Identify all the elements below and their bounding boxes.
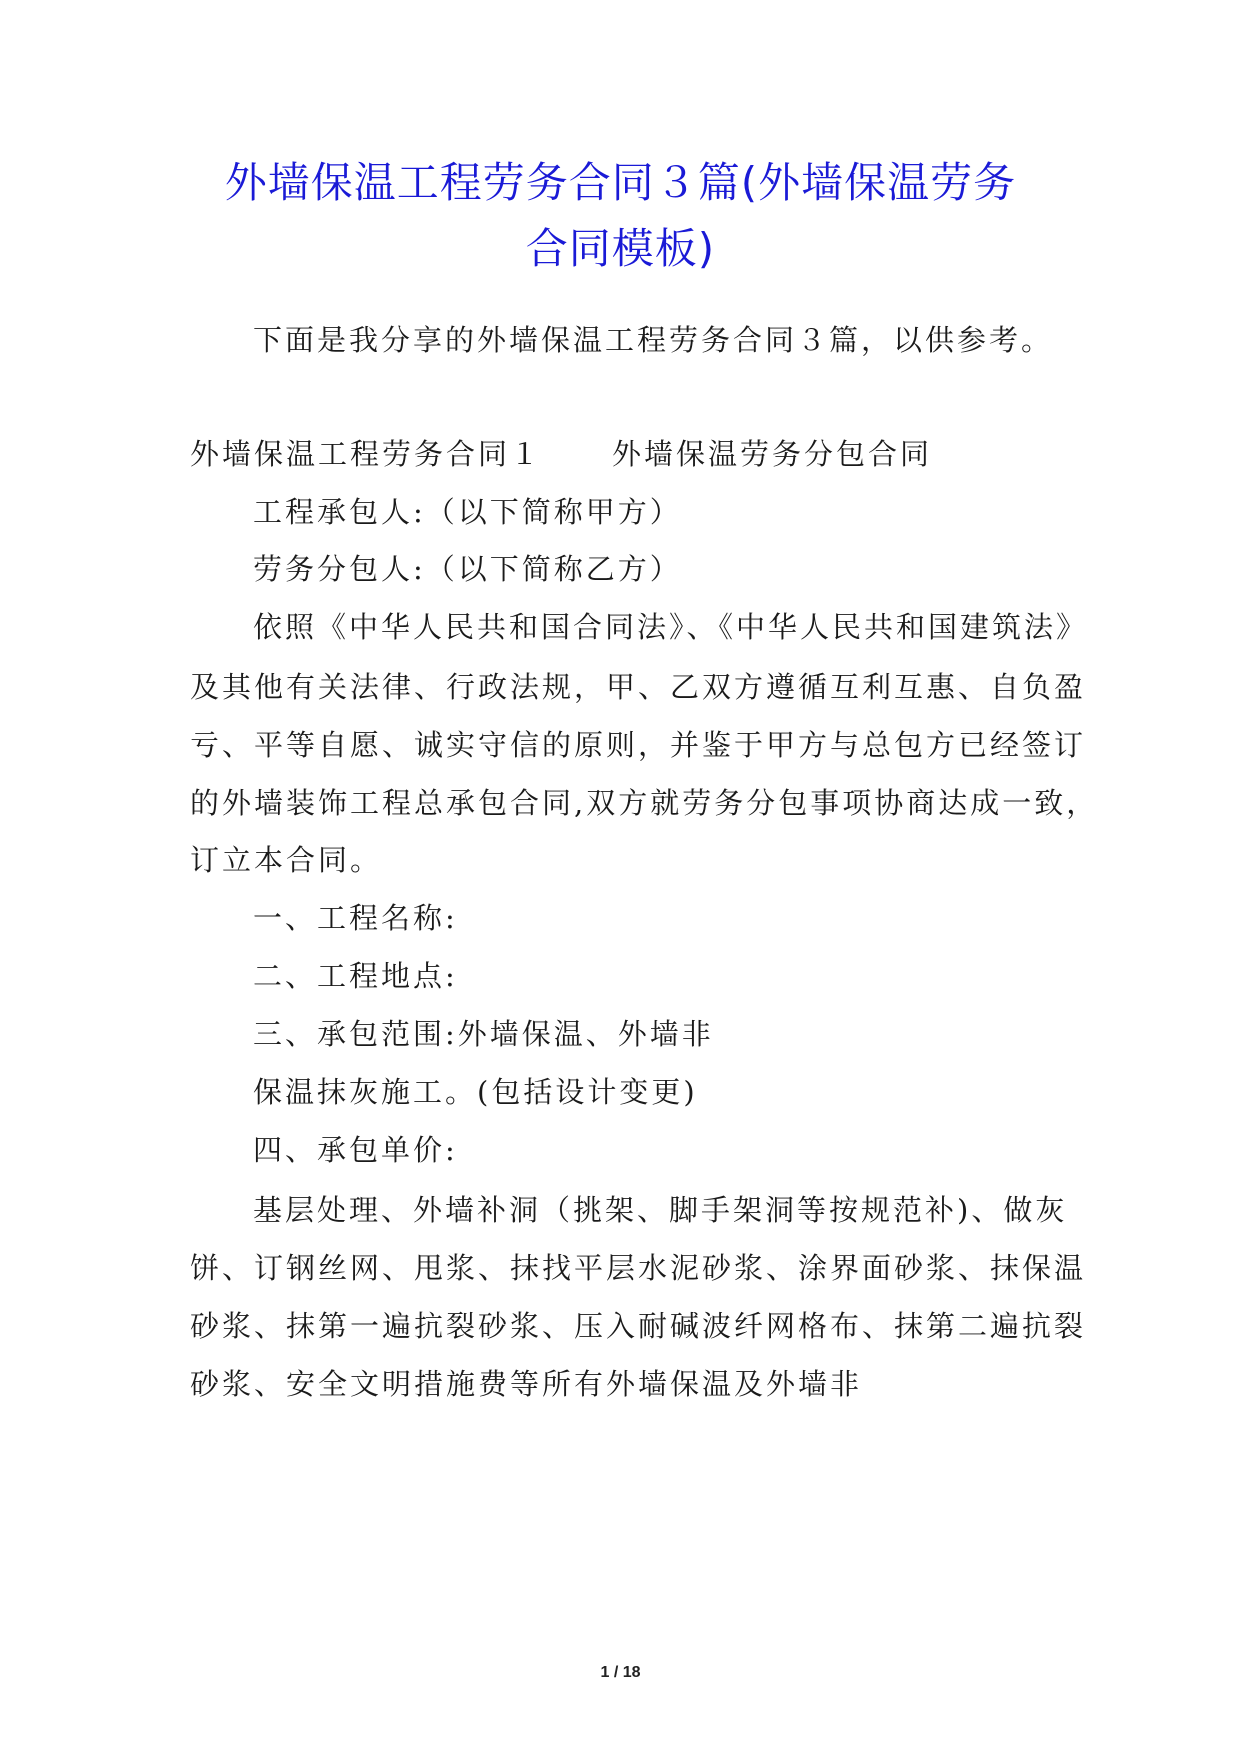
basis-line-3: 亏、平等自愿、诚实守信的原则，并鉴于甲方与总包方已经签订 [190, 728, 1087, 762]
basis-line-5: 订立本合同。 [190, 843, 383, 877]
price-line-1: 基层处理、外墙补洞（挑架、脚手架洞等按规范补)、做灰 [253, 1193, 1068, 1227]
section-heading-left: 外墙保温工程劳务合同１ [190, 437, 543, 471]
item-unit-price: 四、承包单价: [253, 1133, 458, 1167]
item-project-name: 一、工程名称: [253, 901, 458, 935]
party-b-line: 劳务分包人:（以下简称乙方） [253, 552, 682, 586]
basis-line-2: 及其他有关法律、行政法规，甲、乙双方遵循互利互惠、自负盈 [190, 670, 1087, 704]
title-line-1: 外墙保温工程劳务合同３篇(外墙保温劳务 [224, 158, 1017, 207]
price-line-2: 饼、订钢丝网、甩浆、抹找平层水泥砂浆、涂界面砂浆、抹保温 [190, 1251, 1087, 1285]
item-scope-continued: 保温抹灰施工。(包括设计变更) [253, 1075, 698, 1109]
item-scope: 三、承包范围:外墙保温、外墙非 [253, 1017, 714, 1051]
page-indicator: 1 / 18 [600, 1664, 641, 1681]
title-line-2: 合同模板) [525, 224, 716, 273]
section-heading-right: 外墙保温劳务分包合同 [612, 437, 933, 471]
price-line-3: 砂浆、抹第一遍抗裂砂浆、压入耐碱波纤网格布、抹第二遍抗裂 [190, 1309, 1087, 1343]
party-a-line: 工程承包人:（以下简称甲方） [253, 495, 682, 529]
intro-paragraph: 下面是我分享的外墙保温工程劳务合同３篇，以供参考。 [253, 323, 1054, 357]
basis-line-4: 的外墙装饰工程总承包合同,双方就劳务分包事项协商达成一致， [190, 786, 1099, 820]
price-line-4: 砂浆、安全文明措施费等所有外墙保温及外墙非 [190, 1367, 863, 1401]
document-title [150, 150, 1091, 282]
section-heading [190, 434, 932, 474]
basis-line-1: 依照《中华人民共和国合同法》、《中华人民共和国建筑法》 [253, 610, 1089, 644]
item-project-location: 二、工程地点: [253, 959, 458, 993]
